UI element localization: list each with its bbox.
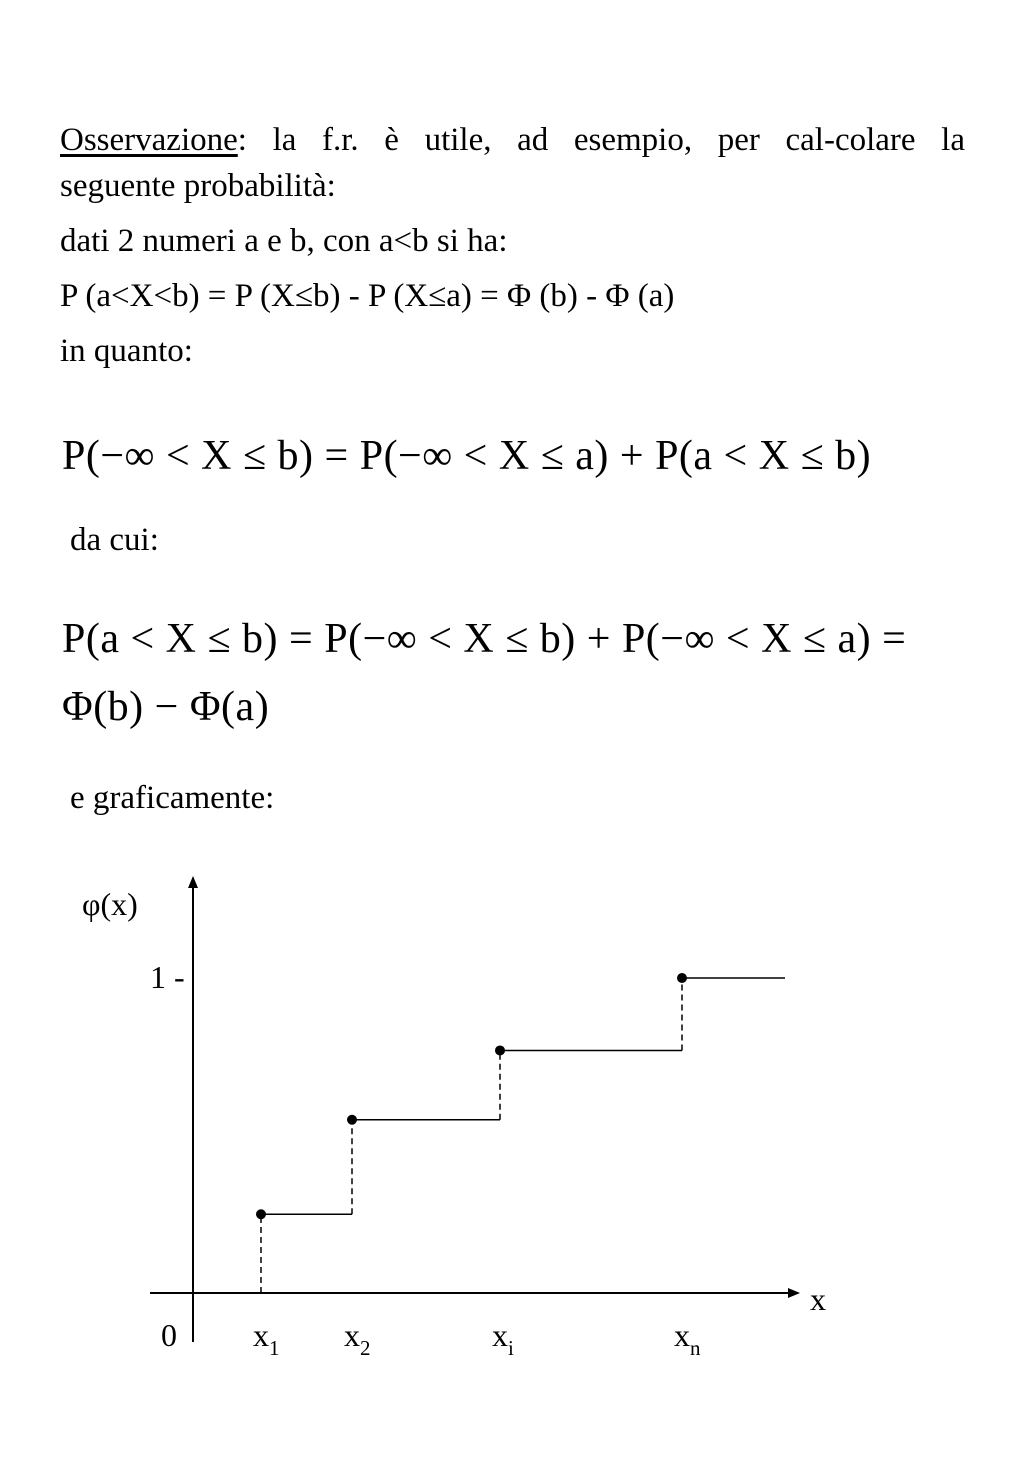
x-axis-label: x [810,1281,826,1317]
formula-2-line-2: Φ(b) − Φ(a) [62,684,270,730]
observation-text: : la f.r. è utile, ad esempio, per cal-colare la [237,122,965,158]
x-tick-label-2: $x_2$ [344,1317,371,1360]
observation-line-2: seguente probabilità: [60,168,336,204]
formula-2-line-1: P(a < X ≤ b) = P(−∞ < X ≤ b) + P(−∞ < X ≤ a) = [62,616,907,662]
step-point-3 [495,1045,505,1055]
observation-line-5: in quanto: [60,333,193,369]
y-tick-label-1: 1 - [150,959,185,995]
observation-line-3: dati 2 numeri a e b, con a<b si ha: [60,223,508,259]
formula-1: P(−∞ < X ≤ b) = P(−∞ < X ≤ a) + P(a < X ≤ b) [62,433,872,479]
x-tick-label-1: $x_1$ [253,1317,280,1360]
observation-line-4: P (a<X<b) = P (X≤b) - P (X≤a) = Φ (b) - Φ (a) [60,278,675,314]
da-cui-text: da cui: [70,522,159,558]
step-point-2 [347,1115,357,1125]
observation-label: Osservazione [60,122,238,158]
y-axis-label: φ(x) [82,886,138,922]
x-tick-label-4: $x_n$ [674,1317,701,1360]
x-tick-label-3: $x_i$ [492,1317,514,1360]
step-point-1 [256,1209,266,1219]
origin-label: 0 [161,1317,177,1353]
step-point-4 [677,973,687,983]
graficamente-text: e graficamente: [70,780,275,816]
